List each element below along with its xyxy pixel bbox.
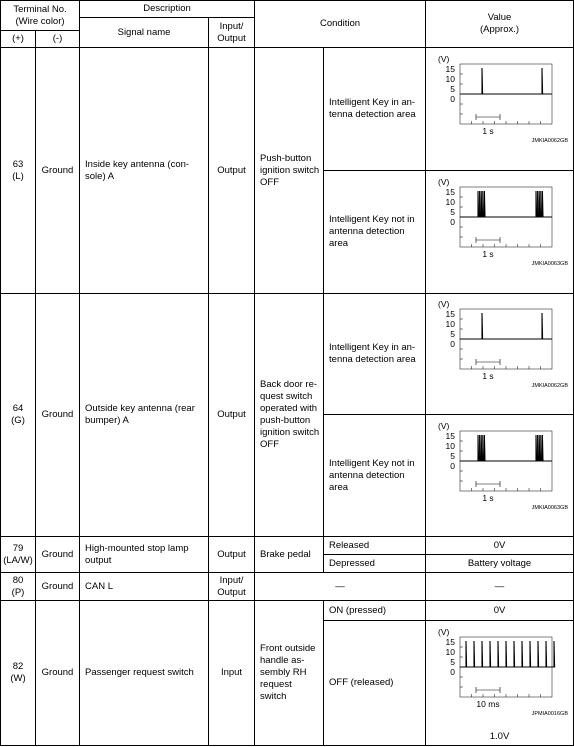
io-64: Output [209, 294, 255, 537]
volt-tick-label: 5 [450, 84, 456, 94]
signal-64: Outside key antenna (rear bumper) A [80, 294, 209, 537]
waveform-trace [460, 313, 552, 339]
condition-79: Brake pedal [255, 537, 324, 573]
volt-tick-label: 10 [445, 74, 456, 84]
io-80: Input/ Output [209, 573, 255, 601]
value-79-released: 0V [426, 537, 574, 555]
volt-tick-label: 5 [450, 329, 456, 339]
io-63: Output [209, 48, 255, 294]
waveform-82-off [426, 621, 574, 746]
state-82-off: OFF (released) [324, 621, 426, 746]
figure-code-label: JMKIA0063GB [531, 504, 569, 511]
waveform-svg [428, 173, 572, 291]
volt-tick-label: 0 [450, 217, 456, 227]
signal-79: High-mounted stop lamp output [80, 537, 209, 573]
waveform-63-in [426, 48, 574, 171]
terminal-80: 80 (P) [1, 573, 36, 601]
minus-80: Ground [36, 573, 80, 601]
value-82-on: 0V [426, 601, 574, 621]
volt-tick-label: 15 [445, 309, 456, 319]
time-scale-label: 1 s [482, 371, 494, 381]
minus-64: Ground [36, 294, 80, 537]
volt-tick-label: 15 [445, 187, 456, 197]
state-63-out: Intelligent Key not in antenna detection area [324, 171, 426, 294]
signal-82: Passenger request switch [80, 601, 209, 746]
waveform-svg [428, 623, 572, 731]
volt-tick-label: 15 [445, 637, 456, 647]
waveform-svg [428, 295, 572, 413]
signal-80: CAN L [80, 573, 209, 601]
volt-tick-label: 5 [450, 207, 456, 217]
time-scale-label: 1 s [482, 492, 494, 503]
waveform-svg [428, 417, 572, 535]
volt-tick-label: 15 [445, 430, 456, 441]
time-scale-label: 10 ms [476, 699, 500, 709]
volt-unit-label: (V) [438, 627, 450, 637]
header-plus: (+) [1, 31, 36, 48]
volt-tick-label: 5 [450, 450, 456, 461]
volt-tick-label: 15 [445, 64, 456, 74]
header-description: Description [80, 1, 255, 18]
minus-63: Ground [36, 48, 80, 294]
state-63-in: Intelligent Key in an- tenna detection area [324, 48, 426, 171]
terminal-64: 64 (G) [1, 294, 36, 537]
state-79-depressed: Depressed [324, 555, 426, 573]
state-64-out: Intelligent Key not in antenna detection area [324, 415, 426, 537]
volt-unit-label: (V) [438, 299, 450, 309]
state-82-on: ON (pressed) [324, 601, 426, 621]
figure-code-label: JPMIA0016GB [531, 711, 569, 717]
condition-64: Back door re- quest switch operated with push-button ignition switch OFF [255, 294, 324, 537]
minus-82: Ground [36, 601, 80, 746]
signal-63: Inside key antenna (con- sole) A [80, 48, 209, 294]
volt-unit-label: (V) [438, 177, 450, 187]
waveform-svg [428, 50, 572, 168]
waveform-trace [460, 435, 552, 461]
header-signal-name: Signal name [80, 18, 209, 48]
figure-code-label: JMKIA0063GB [531, 261, 569, 267]
waveform-64-in [426, 294, 574, 415]
terminal-63: 63 (L) [1, 48, 36, 294]
volt-tick-label: 10 [445, 647, 456, 657]
state-79-released: Released [324, 537, 426, 555]
volt-tick-label: 10 [445, 197, 456, 207]
header-value: Value (Approx.) [426, 1, 574, 48]
condition-80: — [255, 573, 426, 601]
io-82: Input [209, 601, 255, 746]
minus-79: Ground [36, 537, 80, 573]
state-64-in: Intelligent Key in an- tenna detection area [324, 294, 426, 415]
volt-tick-label: 5 [450, 657, 456, 667]
value-80: — [426, 573, 574, 601]
volt-tick-label: 10 [445, 319, 456, 329]
waveform-63-out [426, 171, 574, 294]
header-minus: (-) [36, 31, 80, 48]
time-scale-label: 1 s [482, 126, 494, 136]
figure-code-label: JMKIA0062GB [531, 138, 569, 144]
volt-tick-label: 10 [445, 440, 456, 451]
condition-63: Push-button ignition switch OFF [255, 48, 324, 294]
waveform-trace [460, 68, 552, 94]
figure-code-label: JMKIA0062GB [531, 383, 569, 389]
volt-tick-label: 0 [450, 94, 456, 104]
terminal-79: 79 (LA/W) [1, 537, 36, 573]
value-82-off: 1.0V [489, 731, 510, 742]
waveform-64-out [426, 415, 574, 537]
volt-tick-label: 0 [450, 667, 456, 677]
time-scale-label: 1 s [482, 249, 494, 259]
terminal-82: 82 (W) [1, 601, 36, 746]
condition-82: Front outside handle as- sembly RH request switch [255, 601, 324, 746]
waveform-trace [460, 641, 555, 667]
waveform-trace [460, 191, 552, 217]
volt-unit-label: (V) [438, 420, 450, 431]
header-terminal: Terminal No. (Wire color) [1, 1, 80, 31]
volt-tick-label: 0 [450, 339, 456, 349]
volt-unit-label: (V) [438, 54, 450, 64]
header-io: Input/ Output [209, 18, 255, 48]
header-condition: Condition [255, 1, 426, 48]
volt-tick-label: 0 [450, 460, 456, 471]
value-79-depressed: Battery voltage [426, 555, 574, 573]
io-79: Output [209, 537, 255, 573]
